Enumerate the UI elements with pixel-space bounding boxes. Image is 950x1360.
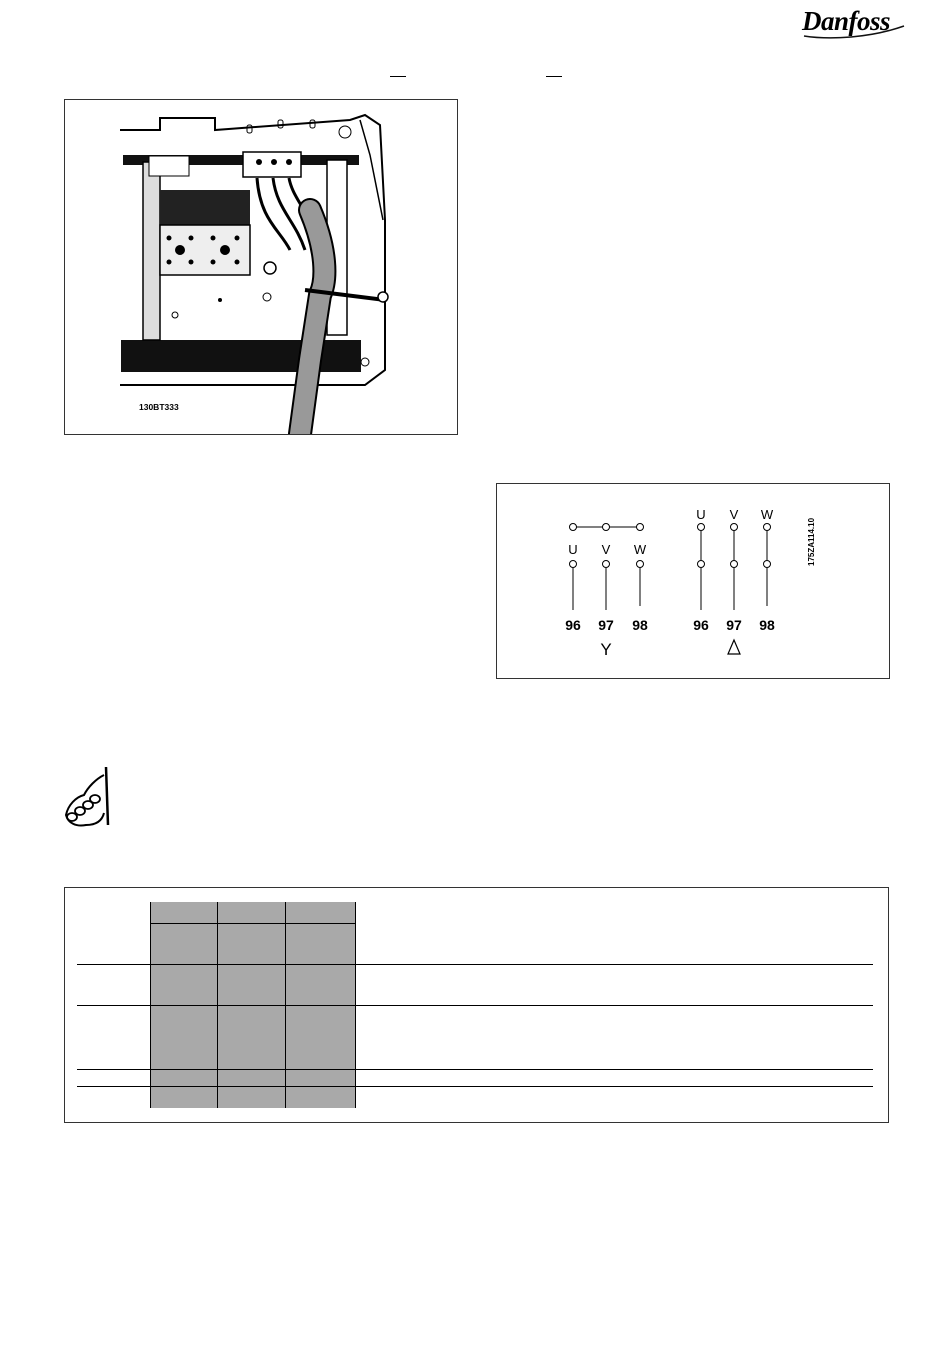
table-header-divider <box>150 923 356 924</box>
table-row-divider <box>77 964 873 965</box>
delta-label-u: U <box>696 507 706 522</box>
danfoss-logo-icon <box>800 4 910 42</box>
figure-star-delta <box>496 483 890 679</box>
delta-symbol-icon <box>728 640 740 654</box>
star-label-w: W <box>633 542 647 557</box>
star-num-96: 96 <box>565 617 581 633</box>
star-delta-diagram <box>497 484 889 678</box>
table-row-divider <box>77 1086 873 1087</box>
delta-num-96: 96 <box>693 617 709 633</box>
motor-terminal-illustration <box>65 100 457 434</box>
figure-code: 130BT333 <box>139 402 179 412</box>
star-num-98: 98 <box>632 617 648 633</box>
header-rule-left <box>390 76 406 77</box>
table-row-divider <box>77 1069 873 1070</box>
header-rule-right <box>546 76 562 77</box>
delta-num-98: 98 <box>759 617 775 633</box>
note-hand-icon <box>60 765 116 829</box>
star-num-97: 97 <box>598 617 614 633</box>
figure-motor-connection <box>64 99 458 435</box>
brand-logo-text: Danfoss <box>802 6 891 36</box>
star-label-u: U <box>568 542 578 557</box>
brand-logo <box>800 4 910 42</box>
star-label-v: V <box>601 542 611 557</box>
table-row-divider <box>77 1005 873 1006</box>
star-symbol: Y <box>600 640 612 659</box>
diagram-code: 175ZA114.10 <box>807 517 816 566</box>
connection-table <box>64 887 889 1123</box>
delta-label-v: V <box>729 507 739 522</box>
delta-num-97: 97 <box>726 617 742 633</box>
delta-label-w: W <box>760 507 774 522</box>
